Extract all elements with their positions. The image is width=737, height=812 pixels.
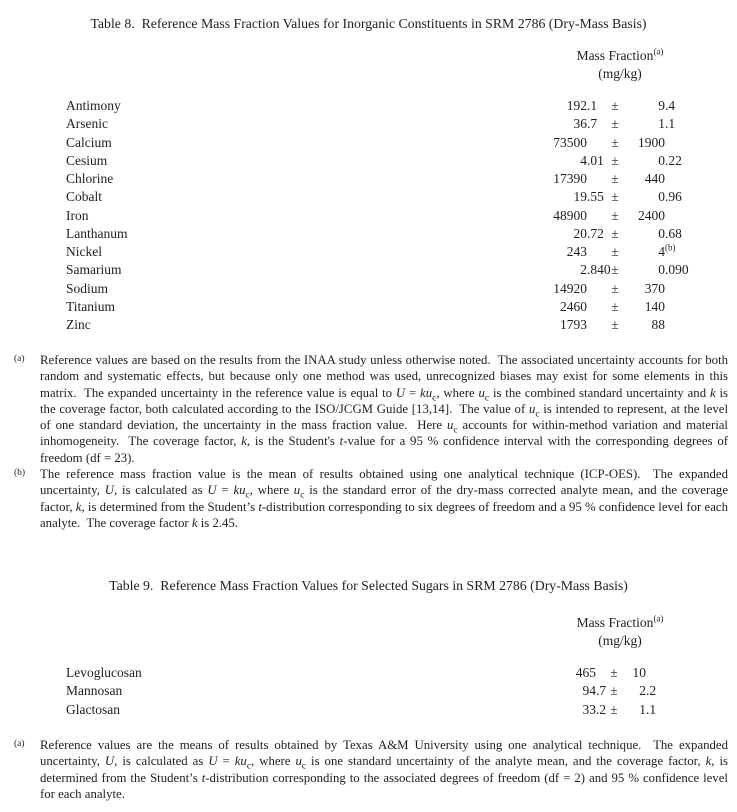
uncertainty-integer: 0 bbox=[658, 189, 665, 205]
footnote-marker: (a) bbox=[14, 354, 25, 364]
uncertainty-integer: 0 bbox=[658, 152, 665, 168]
table-row bbox=[0, 97, 737, 115]
uncertainty-fraction: .96 bbox=[665, 189, 682, 205]
uncertainty-fraction bbox=[646, 664, 737, 682]
plus-minus-sign: ± bbox=[610, 683, 618, 699]
uncertainty-integer: 0 bbox=[658, 262, 665, 278]
value-integer: 4 bbox=[580, 152, 587, 168]
footnote-b bbox=[14, 466, 728, 531]
plus-minus-sign: ± bbox=[611, 207, 619, 223]
uncertainty-fraction: .22 bbox=[665, 152, 682, 168]
table-row bbox=[0, 298, 737, 316]
uncertainty-integer: 2400 bbox=[638, 207, 665, 223]
value-fraction: .1 bbox=[587, 98, 598, 113]
table-row bbox=[0, 225, 737, 243]
uncertainty-fraction bbox=[665, 316, 737, 334]
value-integer: 73500 bbox=[553, 134, 587, 150]
table-row bbox=[0, 280, 737, 298]
element-name: Titanium bbox=[66, 298, 116, 314]
uncertainty-integer: 10 bbox=[632, 665, 646, 680]
element-name: Mannosan bbox=[66, 683, 123, 699]
table-row bbox=[0, 170, 737, 188]
plus-minus-sign: ± bbox=[611, 189, 619, 205]
plus-minus-sign: ± bbox=[611, 171, 619, 186]
value-fraction: .2 bbox=[596, 701, 607, 717]
element-name: Cobalt bbox=[66, 189, 102, 205]
table9-title: Table 9. Reference Mass Fraction Values for Selected Sugars in SRM 2786 (Dry-Mass Basis) bbox=[109, 578, 628, 593]
table-row bbox=[0, 152, 737, 170]
uncertainty-fraction: .1 bbox=[665, 116, 676, 132]
table-row bbox=[0, 664, 737, 682]
table-row bbox=[0, 682, 737, 700]
uncertainty-integer: 440 bbox=[644, 171, 665, 186]
uncertainty-integer: 9 bbox=[658, 98, 665, 113]
table8-header-footnote-ref: (a) bbox=[653, 46, 664, 57]
plus-minus-sign: ± bbox=[610, 701, 618, 717]
uncertainty-fraction bbox=[665, 298, 737, 316]
value-fraction bbox=[587, 298, 607, 316]
footnote-ref: (b) bbox=[665, 242, 676, 253]
plus-minus-sign: ± bbox=[611, 280, 619, 296]
uncertainty-integer: 1900 bbox=[638, 134, 665, 150]
value-integer: 14920 bbox=[553, 280, 587, 296]
table-row bbox=[0, 316, 737, 334]
element-name: Antimony bbox=[66, 98, 121, 113]
value-fraction: .72 bbox=[587, 225, 604, 241]
value-integer: 17390 bbox=[553, 171, 587, 186]
table8-footnotes bbox=[14, 352, 729, 531]
value-integer: 36 bbox=[573, 116, 587, 132]
uncertainty-integer: 4 bbox=[658, 244, 665, 259]
value-fraction: .7 bbox=[587, 116, 598, 132]
plus-minus-sign: ± bbox=[611, 262, 619, 278]
value-fraction: .840 bbox=[587, 262, 611, 278]
plus-minus-sign: ± bbox=[610, 665, 618, 680]
uncertainty-integer: 88 bbox=[651, 317, 665, 332]
plus-minus-sign: ± bbox=[611, 317, 619, 332]
element-name: Glactosan bbox=[66, 701, 120, 717]
value-integer: 94 bbox=[582, 683, 596, 699]
plus-minus-sign: ± bbox=[611, 98, 619, 113]
table-row bbox=[0, 134, 737, 152]
table9-footnotes bbox=[14, 737, 729, 802]
value-fraction bbox=[587, 134, 607, 152]
element-name: Nickel bbox=[66, 244, 102, 259]
plus-minus-sign: ± bbox=[611, 152, 619, 168]
uncertainty-fraction bbox=[665, 207, 737, 225]
value-integer: 465 bbox=[575, 665, 596, 680]
uncertainty-fraction: .090 bbox=[665, 262, 689, 278]
uncertainty-integer: 2 bbox=[639, 683, 646, 699]
uncertainty-fraction bbox=[665, 170, 737, 188]
plus-minus-sign: ± bbox=[611, 298, 619, 314]
value-fraction bbox=[587, 316, 607, 334]
value-fraction: .55 bbox=[587, 189, 604, 205]
table8-rows bbox=[0, 97, 737, 334]
plus-minus-sign: ± bbox=[611, 134, 619, 150]
uncertainty-integer: 1 bbox=[658, 116, 665, 132]
plus-minus-sign: ± bbox=[611, 225, 619, 241]
value-integer: 2 bbox=[580, 262, 587, 278]
uncertainty-fraction bbox=[665, 280, 737, 298]
element-name: Cesium bbox=[66, 152, 108, 168]
value-integer: 192 bbox=[566, 98, 587, 113]
footnote-marker: (a) bbox=[14, 739, 25, 749]
value-integer: 1793 bbox=[560, 317, 587, 332]
uncertainty-fraction: .4 bbox=[665, 98, 676, 113]
table-row bbox=[0, 243, 737, 261]
table8-header-label: Mass Fraction bbox=[576, 48, 654, 63]
table-row bbox=[0, 207, 737, 225]
element-name: Calcium bbox=[66, 134, 112, 150]
table-row bbox=[0, 115, 737, 133]
value-integer: 243 bbox=[566, 244, 587, 259]
element-name: Zinc bbox=[66, 317, 91, 332]
element-name: Sodium bbox=[66, 280, 109, 296]
table-row bbox=[0, 261, 737, 279]
uncertainty-fraction bbox=[665, 134, 737, 152]
value-integer: 20 bbox=[573, 225, 587, 241]
footnote-marker: (b) bbox=[14, 468, 26, 479]
plus-minus-sign: ± bbox=[611, 244, 619, 259]
value-fraction bbox=[587, 280, 607, 298]
uncertainty-integer: 0 bbox=[658, 225, 665, 241]
value-fraction bbox=[587, 207, 607, 225]
footnote-a bbox=[14, 352, 729, 466]
value-fraction: .01 bbox=[587, 152, 604, 168]
value-fraction: .7 bbox=[596, 683, 607, 699]
table8-title: Table 8. Reference Mass Fraction Values for Inorganic Constituents in SRM 2786 (Dry-Mass Basis) bbox=[90, 16, 647, 31]
value-integer: 33 bbox=[582, 701, 596, 717]
uncertainty-fraction: .1 bbox=[646, 701, 657, 717]
element-name: Samarium bbox=[66, 262, 122, 278]
table9-header-footnote-ref: (a) bbox=[653, 613, 664, 624]
element-name: Iron bbox=[66, 207, 89, 223]
table9-rows bbox=[0, 664, 737, 719]
value-fraction bbox=[587, 243, 607, 261]
value-fraction bbox=[587, 170, 607, 188]
plus-minus-sign: ± bbox=[611, 116, 619, 132]
footnote-text: Reference values are the means of results obtained by Texas A&M University using one analytical technique. The expanded uncertainty, U, is calculated as $U = ku_c$, where $u_c$ is one standard uncertainty of the analyte mean, and the coverage factor, k, is determined from the Student’s t-distribution corresponding to the associated degrees of freedom (df = 2) and 95 % confidence level for each analyte. bbox=[40, 738, 729, 801]
footnote-text: Reference values are based on the results from the INAA study unless otherwise noted. The associated uncertainty accounts for both random and systematic effects, but because only one method was used, unrecognized biases may exist for some elements in this matrix. The expanded uncertainty in the reference value is equal to $U = ku_c$, where $u_c$ is the combined standard uncertainty and k is the coverage factor, both calculated according to the ISO/JCGM Guide [13,14]. The value of $u_c$ is intended to represent, at the level of one standard deviation, the uncertainty in the mass fraction value. Here $u_c$ accounts for within-method variation and material inhomogeneity. The coverage factor, k, is the Student's t-value for a 95 % confidence interval with the corresponding degrees of freedom (df = 23). bbox=[40, 353, 729, 465]
element-name: Arsenic bbox=[66, 116, 108, 132]
uncertainty-fraction: .2 bbox=[646, 683, 657, 699]
value-integer: 48900 bbox=[553, 207, 587, 223]
value-fraction bbox=[596, 664, 606, 682]
element-name: Lanthanum bbox=[66, 225, 128, 241]
table8-header-unit: (mg/kg) bbox=[598, 65, 642, 81]
element-name: Levoglucosan bbox=[66, 665, 142, 680]
footnote-a bbox=[14, 737, 729, 802]
uncertainty-fraction bbox=[665, 243, 737, 261]
table9-column-header bbox=[544, 614, 696, 649]
uncertainty-fraction: .68 bbox=[665, 225, 682, 241]
uncertainty-integer: 140 bbox=[644, 298, 665, 314]
value-integer: 2460 bbox=[560, 298, 587, 314]
value-integer: 19 bbox=[573, 189, 587, 205]
table9-header-label: Mass Fraction bbox=[576, 615, 654, 630]
table9-header-unit: (mg/kg) bbox=[598, 632, 642, 648]
table-row bbox=[0, 188, 737, 206]
element-name: Chlorine bbox=[66, 171, 114, 186]
uncertainty-integer: 370 bbox=[644, 280, 665, 296]
table-row bbox=[0, 701, 737, 719]
footnote-text: The reference mass fraction value is the mean of results obtained using one analytical technique (ICP-OES). The expanded uncertainty, U, is calculated as $U = ku_c$, where $u_c$ is the standard error of the dry-mass corrected analyte mean, and the coverage factor, k, is determined from the Student’s t-distribution corresponding to six degrees of freedom and a 95 % confidence level for each analyte. The coverage factor k is 2.45. bbox=[40, 467, 728, 530]
table8-column-header bbox=[544, 47, 696, 82]
uncertainty-integer: 1 bbox=[639, 701, 646, 717]
